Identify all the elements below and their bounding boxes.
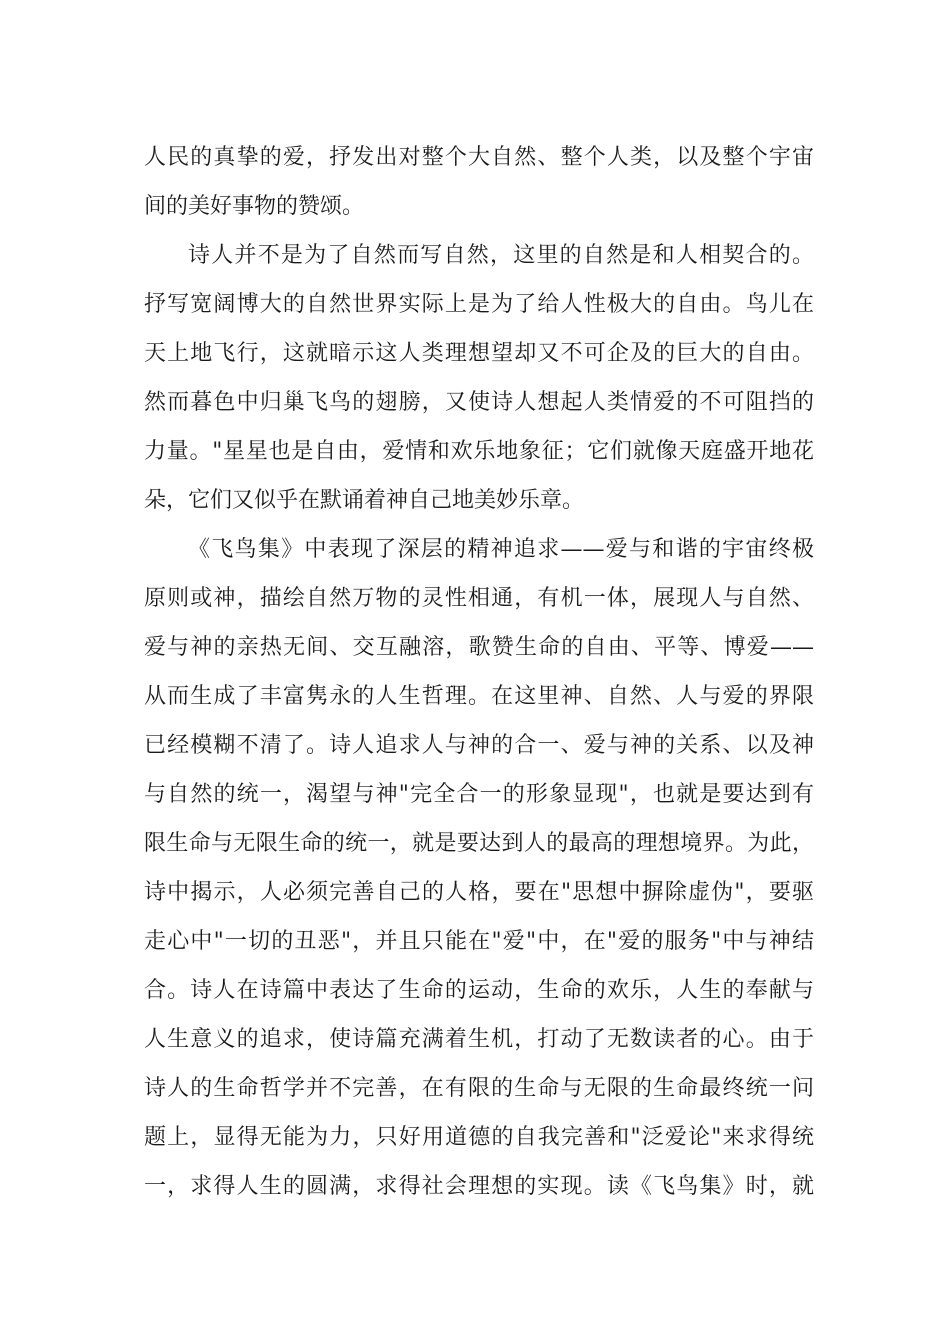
text-line: 天上地飞行，这就暗示这人类理想望却又不可企及的巨大的自由。 xyxy=(144,341,814,366)
text-line: 合。诗人在诗篇中表达了生命的运动，生命的欢乐，人生的奉献与 xyxy=(144,978,814,1003)
text-line: 题上，显得无能为力，只好用道德的自我完善和"泛爱论"来求得统 xyxy=(144,1125,814,1150)
paragraph xyxy=(144,133,814,231)
text-line: 从而生成了丰富隽永的人生哲理。在这里神、自然、人与爱的界限 xyxy=(144,684,814,709)
text-line: 诗人并不是为了自然而写自然，这里的自然是和人相契合的。 xyxy=(188,243,814,268)
text-line: 与自然的统一，渴望与神"完全合一的形象显现"，也就是要达到有 xyxy=(144,782,814,807)
text-line: 力量。"星星也是自由，爱情和欢乐地象征；它们就像天庭盛开地花 xyxy=(144,439,814,464)
text-line: 朵，它们又似乎在默诵着神自己地美妙乐章。 xyxy=(144,488,585,513)
text-line: 诗中揭示，人必须完善自己的人格，要在"思想中摒除虚伪"，要驱 xyxy=(144,880,814,905)
text-line: 间的美好事物的赞颂。 xyxy=(144,194,365,219)
text-line: 原则或神，描绘自然万物的灵性相通，有机一体，展现人与自然、 xyxy=(144,586,814,611)
text-line: 已经模糊不清了。诗人追求人与神的合一、爱与神的关系、以及神 xyxy=(144,733,814,758)
text-line: 然而暮色中归巢飞鸟的翅膀，又使诗人想起人类情爱的不可阻挡的 xyxy=(144,390,814,415)
text-line: 人民的真挚的爱，抒发出对整个大自然、整个人类，以及整个宇宙 xyxy=(144,145,814,170)
body-text xyxy=(144,133,814,1211)
text-line: 诗人的生命哲学并不完善，在有限的生命与无限的生命最终统一问 xyxy=(144,1076,814,1101)
paragraph xyxy=(144,525,814,1211)
text-line: 抒写宽阔博大的自然世界实际上是为了给人性极大的自由。鸟儿在 xyxy=(144,292,814,317)
text-line: 一，求得人生的圆满，求得社会理想的实现。读《飞鸟集》时，就 xyxy=(144,1174,814,1199)
text-line: 爱与神的亲热无间、交互融溶，歌赞生命的自由、平等、博爱—— xyxy=(144,635,814,660)
paragraph xyxy=(144,231,814,525)
text-line: 人生意义的追求，使诗篇充满着生机，打动了无数读者的心。由于 xyxy=(144,1027,814,1052)
text-line: 《飞鸟集》中表现了深层的精神追求——爱与和谐的宇宙终极 xyxy=(188,537,814,562)
text-line: 走心中"一切的丑恶"，并且只能在"爱"中，在"爱的服务"中与神结 xyxy=(144,929,814,954)
text-line: 限生命与无限生命的统一，就是要达到人的最高的理想境界。为此， xyxy=(144,831,814,856)
